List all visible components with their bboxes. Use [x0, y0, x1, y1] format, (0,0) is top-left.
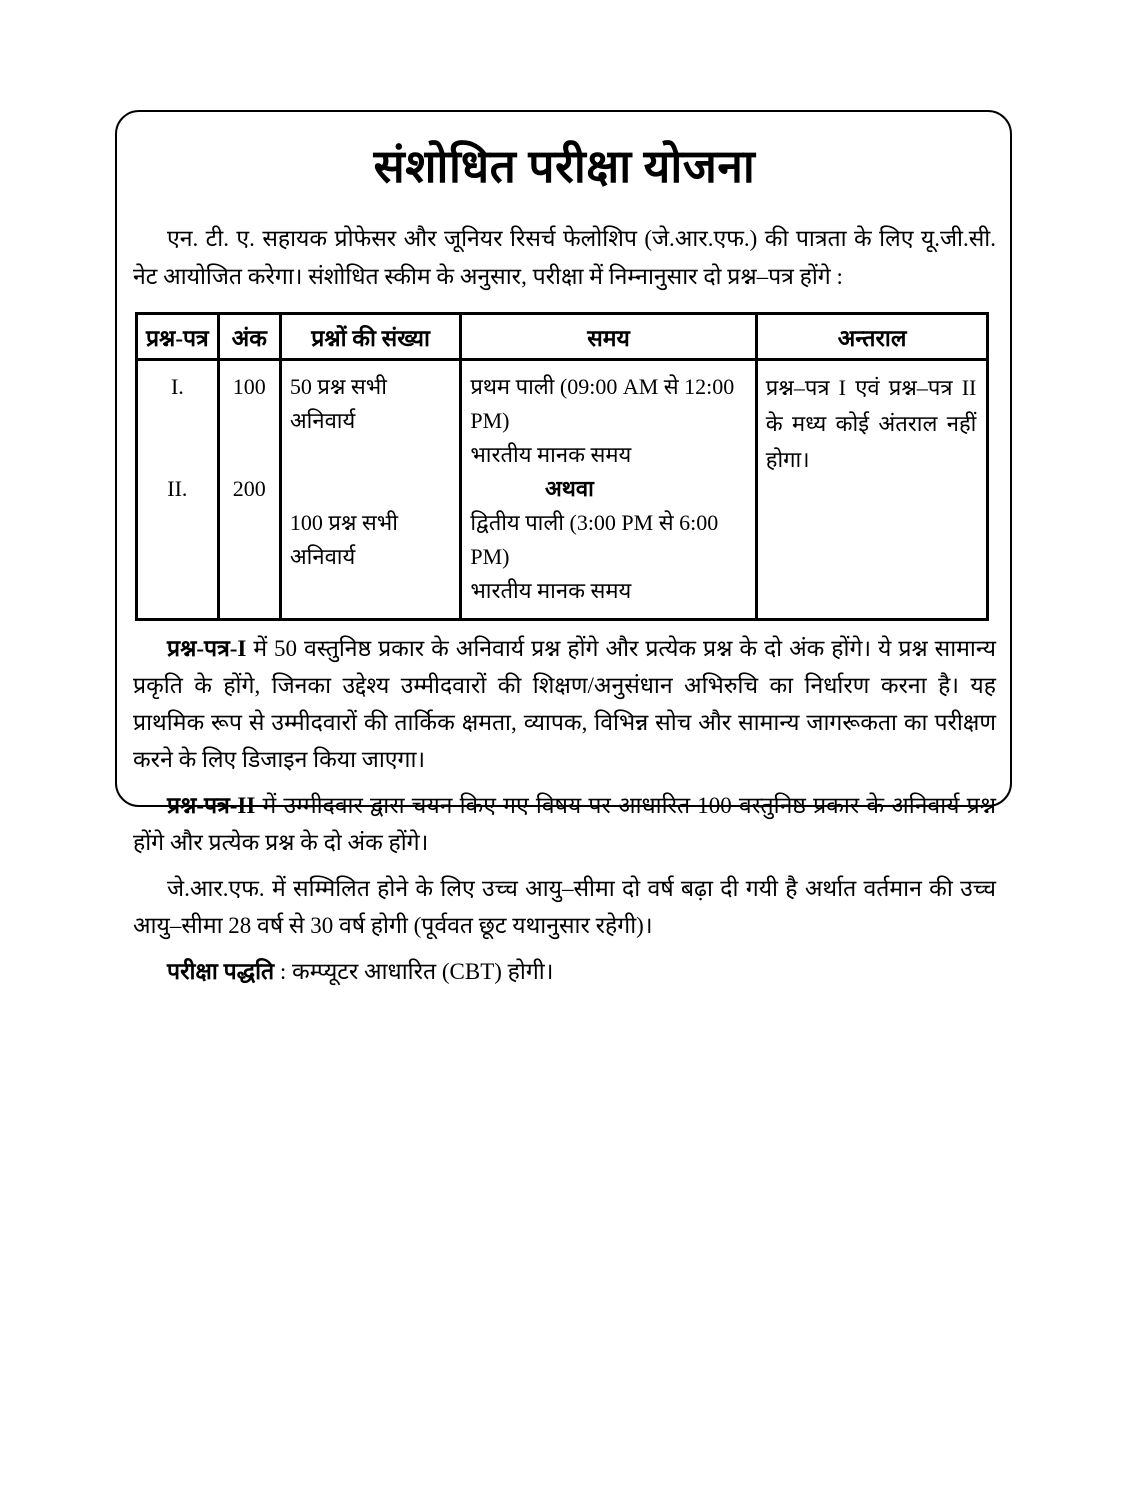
table-body-row	[137, 360, 988, 620]
document-border-box	[115, 110, 1012, 984]
exam-scheme-table	[135, 312, 989, 621]
paragraph-lead: प्रश्न-पत्र-II	[167, 793, 256, 818]
spacer	[228, 404, 271, 472]
shift-1-time: प्रथम पाली (09:00 AM से 12:00 PM)	[470, 374, 735, 433]
col-header-paper: प्रश्न-पत्र	[137, 314, 219, 360]
ist-label-1: भारतीय मानक समय	[470, 442, 632, 467]
question-count-cell	[280, 360, 460, 620]
paragraph-text: : कम्प्यूटर आधारित (CBT) होगी।	[274, 959, 554, 984]
paper-2-questions: 100 प्रश्न सभी अनिवार्य	[289, 510, 398, 569]
interval-note: प्रश्न–पत्र I एवं प्रश्न–पत्र II के मध्य कोई अंतराल नहीं होगा।	[765, 375, 977, 472]
or-separator: अथवा	[544, 476, 594, 501]
interval-cell	[756, 360, 988, 620]
col-header-marks: अंक	[218, 314, 280, 360]
spacer	[146, 404, 209, 472]
paper-number-cell	[137, 360, 219, 620]
table-header-row	[137, 314, 988, 360]
paragraph-text: में 50 वस्तुनिष्ठ प्रकार के अनिवार्य प्रश्न होंगे और प्रत्येक प्रश्न के दो अंक होंगे। ये प्रश्न सामान्य प्रकृति के होंगे, जिनका उद्देश्य उम्मीदवारों की शिक्षण/अनुसंधान अभिरुचि का निर्धारण करना है। यह प्राथमिक रूप से उम्मीदवारों की तार्किक क्षमता, व्यापक, विभिन्न सोच और सामान्य जागरूकता का परीक्षण करने के लिए डिजाइन किया जाएगा।	[133, 636, 996, 772]
paper-1-number: I.	[170, 374, 184, 399]
paragraph-lead: परीक्षा पद्धति	[167, 959, 275, 984]
spacer	[290, 438, 451, 506]
page-title: संशोधित परीक्षा योजना	[373, 141, 756, 192]
paragraph-jrf-age-limit	[133, 870, 996, 944]
marks-cell	[218, 360, 280, 620]
shift-2-time: द्वितीय पाली (3:00 PM से 6:00 PM)	[470, 510, 719, 569]
paper-1-marks: 100	[232, 374, 266, 399]
ist-label-2: भारतीय मानक समय	[470, 578, 632, 603]
paper-2-marks: 200	[232, 476, 266, 501]
paper-1-questions: 50 प्रश्न सभी अनिवार्य	[289, 374, 387, 433]
paragraph-text: में उम्मीदवार द्वारा चयन किए गए विषय पर आधारित 100 वस्तुनिष्ठ प्रकार के अनिवार्य प्रश्न होंगे और प्रत्येक प्रश्न के दो अंक होंगे।	[133, 793, 996, 855]
paragraph-lead: प्रश्न-पत्र-I	[167, 636, 247, 661]
col-header-time: समय	[461, 314, 756, 360]
col-header-interval: अन्तराल	[756, 314, 988, 360]
time-cell	[461, 360, 756, 620]
paragraph-exam-mode	[133, 953, 996, 990]
paper-2-number: II.	[167, 476, 188, 501]
intro-paragraph: एन. टी. ए. सहायक प्रोफेसर और जूनियर रिसर्च फेलोशिप (जे.आर.एफ.) की पात्रता के लिए यू.जी.सी. नेट आयोजित करेगा। संशोधित स्कीम के अनुसार, परीक्षा में निम्नानुसार दो प्रश्न–पत्र होंगे :	[133, 226, 996, 289]
paragraph-paper-1	[133, 630, 996, 778]
col-header-questions: प्रश्नों की संख्या	[280, 314, 460, 360]
paragraph-text: जे.आर.एफ. में सम्मिलित होने के लिए उच्च आयु–सीमा दो वर्ष बढ़ा दी गयी है अर्थात वर्तमान की उच्च आयु–सीमा 28 वर्ष से 30 वर्ष होगी (पूर्ववत छूट यथानुसार रहेगी)।	[133, 876, 996, 938]
paragraph-paper-2	[133, 787, 996, 861]
